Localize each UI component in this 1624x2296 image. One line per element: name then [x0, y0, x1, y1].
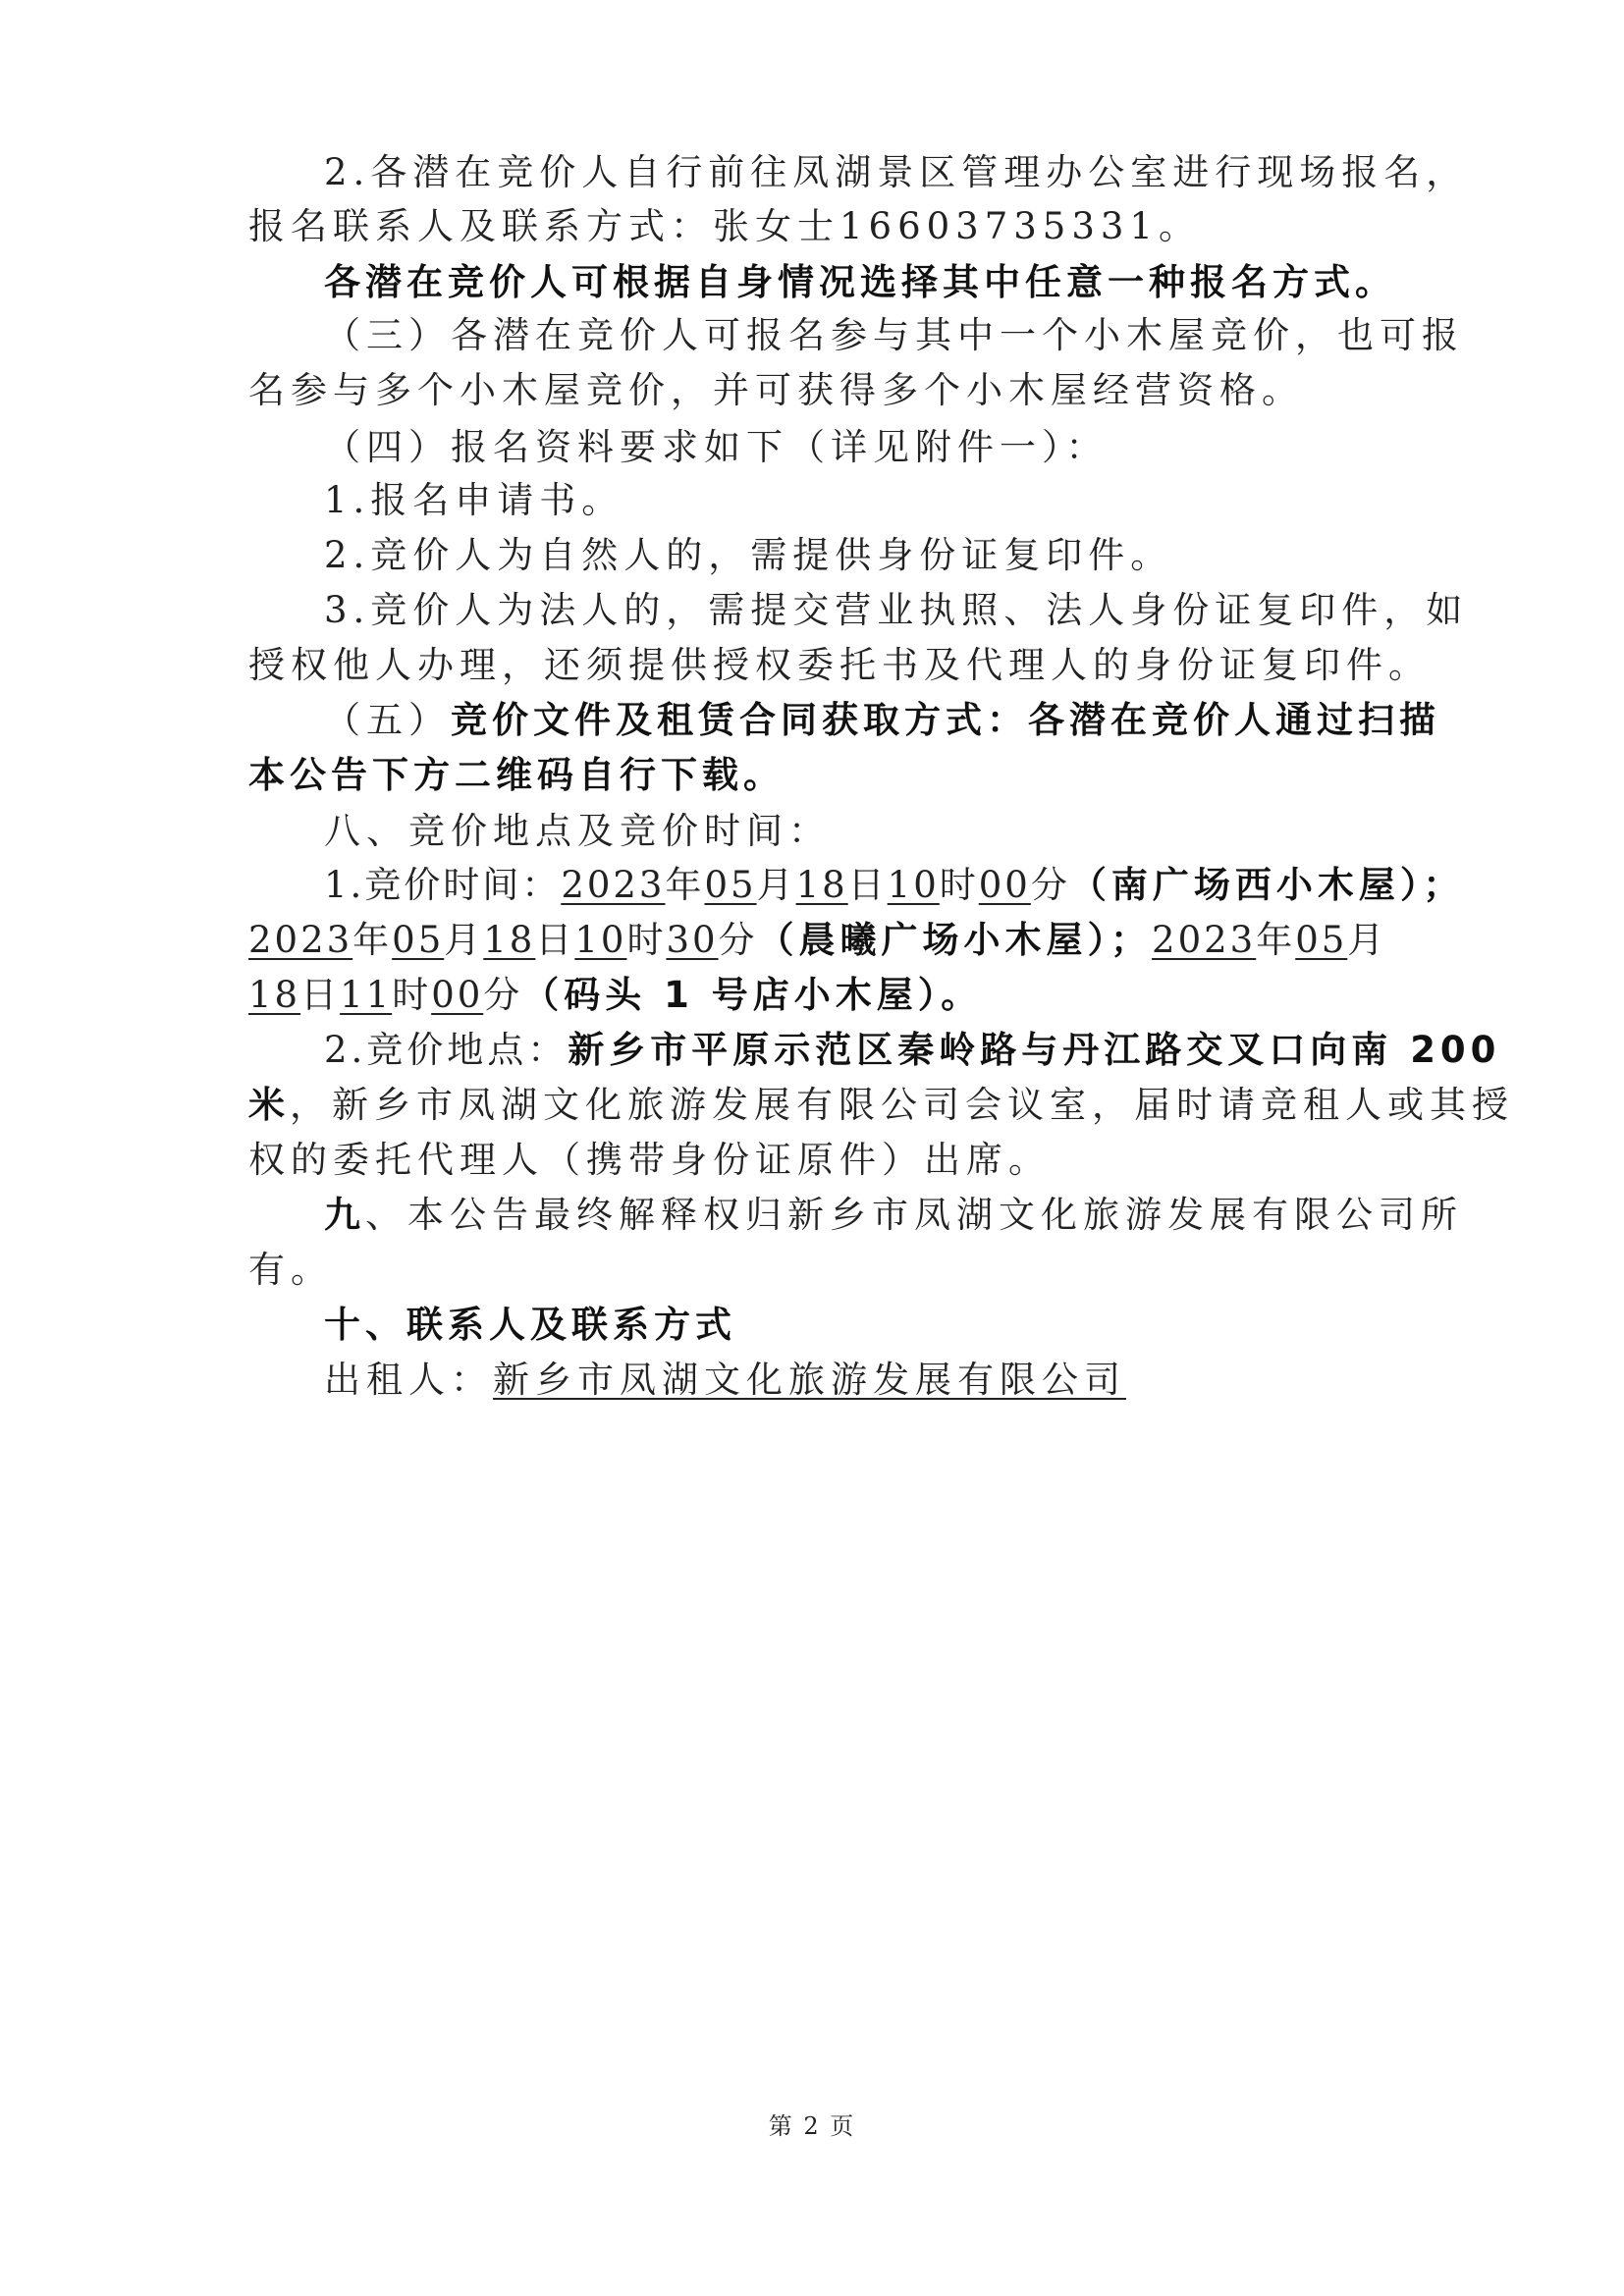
unit-year: 年	[665, 864, 705, 906]
unit-hour: 时	[626, 919, 667, 961]
registration-choice-note: 各潜在竞价人可根据自身情况选择其中任意一种报名方式。	[324, 261, 1396, 303]
section-5-line-2: 本公告下方二维码自行下载。	[248, 754, 785, 796]
requirement-2: 2.竞价人为自然人的，需提供身份证复印件。	[324, 534, 1173, 576]
date-3-year: 2023	[1152, 919, 1257, 961]
requirement-1: 1.报名申请书。	[324, 479, 624, 521]
section-5-bold-text: 竞价文件及租赁合同获取方式：各潜在竞价人通过扫描	[451, 699, 1440, 741]
unit-day: 日	[535, 919, 575, 961]
date-2-minute: 30	[666, 919, 719, 961]
bidding-time-line-1	[324, 862, 1464, 909]
unit-minute: 分	[1030, 864, 1070, 906]
unit-day: 日	[847, 864, 888, 906]
page-number: 第 2 页	[768, 2112, 856, 2140]
unit-year: 年	[1256, 919, 1296, 961]
unit-month: 月	[1347, 919, 1387, 961]
date-2-hour: 10	[574, 919, 627, 961]
unit-year: 年	[352, 919, 393, 961]
unit-minute: 分	[718, 919, 758, 961]
section-10-heading: 十、联系人及联系方式	[324, 1304, 736, 1346]
registration-contact-line: 报名联系人及联系方式：张女士16603735331。	[248, 205, 1201, 247]
unit-hour: 时	[939, 864, 979, 906]
lessor-company: 新乡市凤湖文化旅游发展有限公司	[493, 1359, 1126, 1401]
bidding-time-label: 1.竞价时间：	[324, 864, 562, 906]
bidding-time-line-3	[248, 972, 982, 1019]
place-3: （码头 1 号店小木屋）。	[522, 974, 983, 1016]
section-9-line-1	[324, 1192, 1463, 1239]
date-2-month: 05	[392, 919, 445, 961]
date-1-year: 2023	[561, 864, 666, 906]
place-1: （南广场西小木屋）；	[1069, 864, 1465, 906]
requirement-3-line-2: 授权他人办理，还须提供授权委托书及代理人的身份证复印件。	[248, 644, 1431, 686]
unit-hour: 时	[392, 974, 432, 1016]
date-1-hour: 10	[887, 864, 940, 906]
date-3-day: 18	[248, 974, 301, 1016]
section-8-heading: 八、竞价地点及竞价时间：	[324, 810, 831, 852]
requirement-3-line-1: 3.竞价人为法人的，需提交营业执照、法人身份证复印件，如	[324, 589, 1469, 631]
unit-minute: 分	[483, 974, 523, 1016]
date-1-minute: 00	[978, 864, 1031, 906]
section-3-line-1: （三）各潜在竞价人可报名参与其中一个小木屋竞价，也可报	[324, 314, 1464, 356]
section-5-line-1	[324, 697, 1440, 744]
section-9-text: 、本公告最终解释权归新乡市凤湖文化旅游发展有限公司所	[365, 1194, 1463, 1236]
address-end: 米	[248, 1084, 290, 1126]
section-3-line-2: 名参与多个小木屋竞价，并可获得多个小木屋经营资格。	[248, 369, 1304, 411]
registration-method-2-line-1: 2.各潜在竞价人自行前往凤湖景区管理办公室进行现场报名，	[324, 151, 1469, 193]
section-5-prefix: （五）	[324, 699, 451, 741]
date-3-month: 05	[1295, 919, 1348, 961]
bidding-location-line-2	[248, 1082, 1514, 1129]
lessor-line	[324, 1357, 1126, 1404]
bidding-location-label: 2.竞价地点：	[324, 1029, 568, 1071]
section-4-heading: （四）报名资料要求如下（详见附件一）：	[324, 426, 1109, 468]
bidding-location-line-1	[324, 1027, 1500, 1074]
bidding-time-line-2	[248, 917, 1386, 964]
unit-month: 月	[756, 864, 796, 906]
date-1-month: 05	[704, 864, 757, 906]
date-2-year: 2023	[248, 919, 353, 961]
bidding-location-rest: ，新乡市凤湖文化旅游发展有限公司会议室，届时请竞租人或其授	[290, 1084, 1514, 1126]
bidding-location-line-3: 权的委托代理人（携带身份证原件）出席。	[248, 1139, 1051, 1181]
unit-month: 月	[444, 919, 484, 961]
date-3-minute: 00	[431, 974, 484, 1016]
date-1-day: 18	[795, 864, 848, 906]
unit-day: 日	[300, 974, 341, 1016]
bidding-location-address: 新乡市平原示范区秦岭路与丹江路交叉口向南 200	[568, 1029, 1501, 1071]
date-3-hour: 11	[340, 974, 393, 1016]
date-2-day: 18	[483, 919, 536, 961]
lessor-label: 出租人：	[324, 1359, 493, 1401]
section-9-line-2: 有。	[248, 1249, 333, 1291]
place-2: （晨曦广场小木屋）；	[757, 919, 1153, 961]
section-9-number: 九	[324, 1194, 365, 1236]
